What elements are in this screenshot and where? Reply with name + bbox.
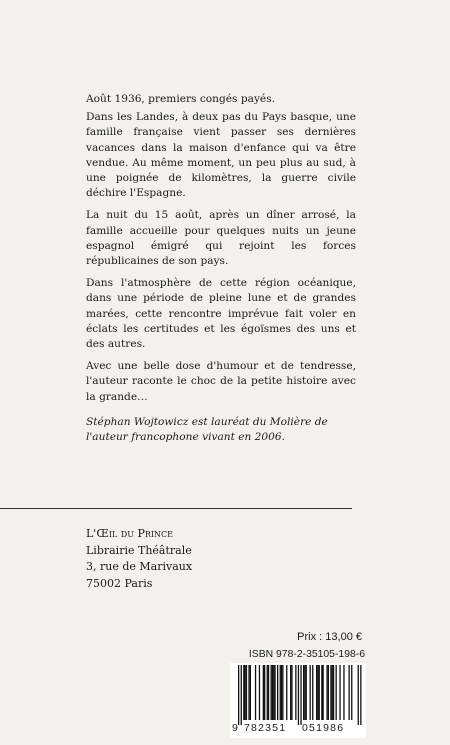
barcode-digits-left: 782351: [244, 722, 287, 734]
barcode-bars: [230, 663, 366, 725]
barcode-bar: [319, 665, 320, 720]
barcode-bar: [312, 665, 313, 720]
barcode-bar: [316, 665, 317, 720]
publisher-line-2: Librairie Théâtrale: [86, 543, 192, 557]
barcode-bar: [333, 665, 334, 720]
barcode-bar: [280, 665, 281, 720]
back-cover-blurb: [86, 92, 356, 452]
barcode-bar: [310, 665, 311, 720]
barcode-bar: [328, 665, 329, 720]
barcode-bar: [245, 665, 246, 720]
barcode-bar: [272, 665, 273, 720]
barcode-bar: [286, 665, 287, 720]
barcode-bar: [317, 665, 318, 720]
barcode-bar: [336, 665, 337, 720]
barcode-guard-bar: [241, 665, 242, 725]
isbn-label: ISBN 978-2-35105-198-6: [248, 649, 365, 660]
barcode-guard-bar: [298, 665, 299, 725]
publisher-address: 3, rue de Marivaux: [86, 560, 193, 573]
barcode-bar: [321, 665, 322, 720]
barcode-bar: [339, 665, 340, 720]
barcode-bar: [281, 665, 282, 720]
barcode-bar: [243, 665, 244, 720]
price-label: Prix : 13,00 €: [297, 631, 362, 643]
barcode-digits-right: 051986: [302, 722, 345, 734]
author-note: Stéphan Wojtowicz est lauréat du Molière de l'auteur francophone vivant en 2006.: [86, 415, 328, 444]
barcode-bar: [277, 665, 278, 720]
horizontal-divider: [0, 508, 352, 509]
barcode-digit-lead: 9: [232, 722, 240, 734]
barcode-bar: [274, 665, 275, 720]
barcode-bar: [259, 665, 260, 720]
barcode-bar: [332, 665, 333, 720]
barcode-bar: [291, 665, 292, 720]
barcode-guard-bar: [238, 665, 239, 725]
barcode-bar: [349, 665, 350, 720]
barcode-bar: [306, 665, 307, 720]
blurb-paragraph-4: Dans l'atmosphère de cette région océanique, dans une période de pleine lune et de grandes marées, cette rencontre imprévue fait voler en éclats les certitudes et les égoïsmes des uns et des autres.: [86, 277, 356, 351]
barcode-bar: [273, 665, 274, 720]
barcode-bar: [330, 665, 331, 720]
barcode-bar: [351, 665, 352, 720]
barcode-guard-bar: [360, 665, 361, 725]
barcode-bar: [267, 665, 268, 720]
barcode-bar: [246, 665, 247, 720]
barcode-bar: [295, 665, 296, 720]
blurb-paragraph-2: Dans les Landes, à deux pas du Pays basque, une famille française vient passer ses dernières vacances dans la maison d'enfance qui va être vendue. Au même moment, un peu plus au sud, à une poignée de kilomètres, la guerre civile déchire l'Espagne.: [86, 111, 356, 200]
publisher-name: L'Œil du Prince: [86, 527, 174, 540]
publisher-block: [86, 526, 306, 592]
barcode-bar: [271, 665, 272, 720]
barcode-bar: [264, 665, 265, 720]
barcode-bar: [255, 665, 256, 720]
barcode-bar: [248, 665, 249, 720]
blurb-paragraph-1: Août 1936, premiers congés payés.: [86, 93, 276, 105]
barcode-bar: [303, 665, 304, 720]
barcode-bar: [323, 665, 324, 720]
barcode-bar: [304, 665, 305, 720]
barcode-bar: [263, 665, 264, 720]
blurb-paragraph-3: La nuit du 15 août, après un dîner arrosé, la famille accueille pour quelques nuits un jeune espagnol émigré qui rejoint les forces républicaines de son pays.: [86, 209, 356, 268]
barcode-bar: [268, 665, 269, 720]
blurb-paragraph-5: Avec une belle dose d'humour et de tendresse, l'auteur raconte le choc de la petite histoire avec la grande…: [86, 360, 356, 403]
barcode-bar: [343, 665, 344, 720]
barcode-guard-bar: [300, 665, 301, 725]
publisher-city: 75002 Paris: [86, 576, 153, 590]
barcode-bar: [250, 665, 251, 720]
barcode-guard-bar: [358, 665, 359, 725]
barcode-bar: [326, 665, 327, 720]
barcode-bar: [282, 665, 283, 720]
barcode-bar: [290, 665, 291, 720]
